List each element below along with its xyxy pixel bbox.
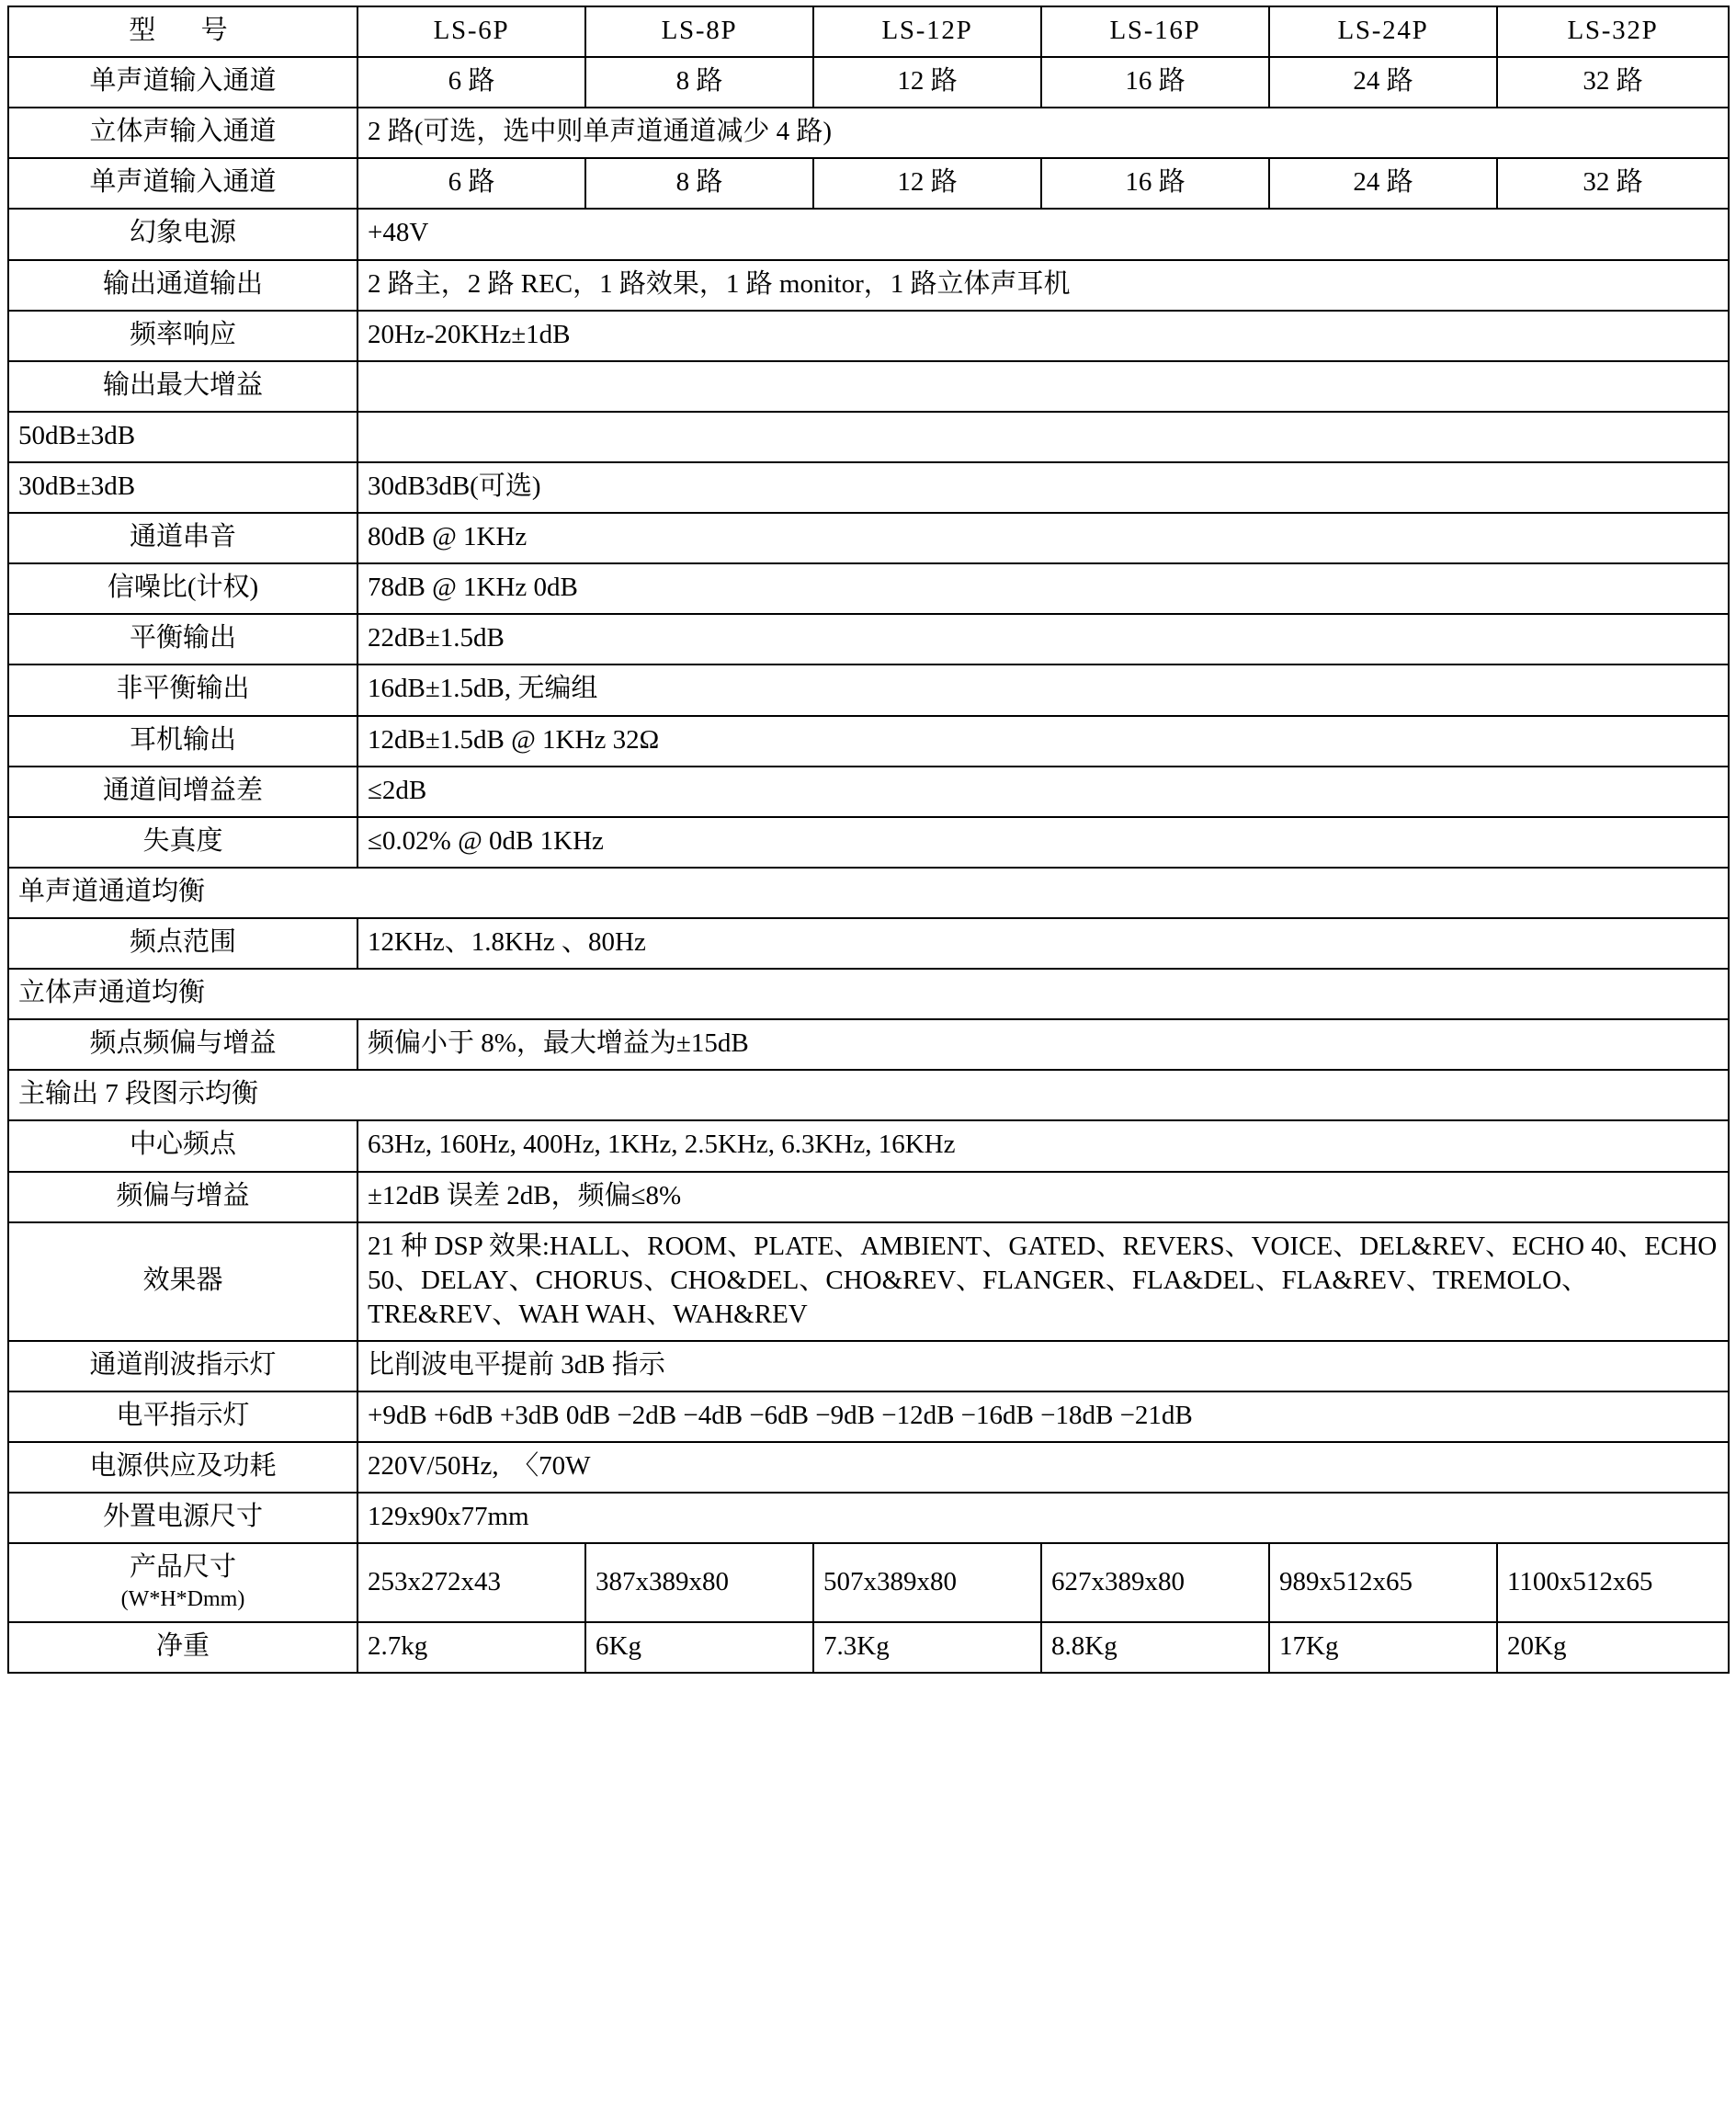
row-label-stereo-input: 立体声输入通道 — [8, 108, 357, 158]
table-row — [8, 614, 1729, 664]
table-row — [8, 108, 1729, 158]
product-dimensions-ls32p: 1100x512x65 — [1497, 1543, 1729, 1622]
table-row — [8, 1172, 1729, 1222]
product-dimensions-ls12p: 507x389x80 — [813, 1543, 1041, 1622]
table-row — [8, 1493, 1729, 1543]
mono-input-2-ls32p: 32 路 — [1497, 158, 1729, 209]
row-label-headphone-output: 耳机输出 — [8, 716, 357, 767]
power-supply-value: 220V/50Hz, 〈70W — [357, 1442, 1729, 1493]
model-ls12p: LS-12P — [813, 6, 1041, 57]
table-row — [8, 817, 1729, 868]
row-label-unbalanced-output: 非平衡输出 — [8, 664, 357, 715]
mono-input-2-ls8p: 8 路 — [585, 158, 813, 209]
table-row — [8, 361, 1729, 412]
product-dimensions-ls24p: 989x512x65 — [1269, 1543, 1497, 1622]
phantom-power-value: +48V — [357, 209, 1729, 259]
mono-input-2-ls24p: 24 路 — [1269, 158, 1497, 209]
table-row — [8, 1622, 1729, 1673]
row-label-mono-input-2: 单声道输入通道 — [8, 158, 357, 209]
frequency-response-value: 20Hz-20KHz±1dB — [357, 311, 1729, 361]
mono-input-2-ls16p: 16 路 — [1041, 158, 1269, 209]
row-label-stereo-eq-deviation: 频点频偏与增益 — [8, 1019, 357, 1070]
mono-input-1-ls8p: 8 路 — [585, 57, 813, 108]
table-row — [8, 868, 1729, 918]
product-dimensions-unit: (W*H*Dmm) — [120, 1586, 245, 1611]
table-row — [8, 1442, 1729, 1493]
section-main-graphic-eq: 主输出 7 段图示均衡 — [8, 1070, 1729, 1120]
table-row — [8, 311, 1729, 361]
model-ls6p: LS-6P — [357, 6, 585, 57]
eq-freq-range-value: 12KHz、1.8KHz 、80Hz — [357, 918, 1729, 969]
distortion-value: ≤0.02% @ 0dB 1KHz — [357, 817, 1729, 868]
mono-input-2-ls6p: 6 路 — [357, 158, 585, 209]
section-mono-eq: 单声道通道均衡 — [8, 868, 1729, 918]
row-label-product-dimensions — [8, 1543, 357, 1622]
row-label-mono-input-1: 单声道输入通道 — [8, 57, 357, 108]
row-label-snr: 信噪比(计权) — [8, 563, 357, 614]
model-ls32p: LS-32P — [1497, 6, 1729, 57]
product-dimensions-ls8p: 387x389x80 — [585, 1543, 813, 1622]
table-row — [8, 57, 1729, 108]
table-row — [8, 513, 1729, 563]
table-row — [8, 1543, 1729, 1622]
effects-value: 21 种 DSP 效果:HALL、ROOM、PLATE、AMBIENT、GATED、REVERS、VOICE、DEL&REV、ECHO 40、ECHO 50、DELAY、CHORUS、CHO&DEL、CHO&REV、FLANGER、FLA&DEL、FLA&REV、TREMOLO、 TRE&REV、WAH WAH、WAH&REV — [357, 1222, 1729, 1341]
net-weight-ls24p: 17Kg — [1269, 1622, 1497, 1673]
table-row — [8, 209, 1729, 259]
row-label-effects: 效果器 — [8, 1222, 357, 1341]
product-dimensions-ls6p: 253x272x43 — [357, 1543, 585, 1622]
row-label-max-output-gain: 输出最大增益 — [8, 361, 357, 412]
table-row — [8, 563, 1729, 614]
mono-input-1-ls24p: 24 路 — [1269, 57, 1497, 108]
row-label-crosstalk: 通道串音 — [8, 513, 357, 563]
table-row — [8, 412, 1729, 462]
net-weight-ls12p: 7.3Kg — [813, 1622, 1041, 1673]
table-row — [8, 260, 1729, 311]
row-label-net-weight: 净重 — [8, 1622, 357, 1673]
table-row — [8, 6, 1729, 57]
table-row — [8, 918, 1729, 969]
row-label-model: 型 号 — [8, 6, 357, 57]
stereo-input-value: 2 路(可选，选中则单声道通道减少 4 路) — [357, 108, 1729, 158]
table-row — [8, 767, 1729, 817]
row-label-eq-freq-range: 频点范围 — [8, 918, 357, 969]
row-label-gain-difference: 通道间增益差 — [8, 767, 357, 817]
row-label-level-indicator: 电平指示灯 — [8, 1391, 357, 1442]
row-label-psu-dimensions: 外置电源尺寸 — [8, 1493, 357, 1543]
product-dimensions-title: 产品尺寸 — [129, 1552, 236, 1583]
gain-50db-value — [357, 412, 1729, 462]
table-row — [8, 158, 1729, 209]
row-label-output-channels: 输出通道输出 — [8, 260, 357, 311]
deviation-gain-value: ±12dB 误差 2dB，频偏≤8% — [357, 1172, 1729, 1222]
table-row — [8, 1391, 1729, 1442]
center-frequencies-value: 63Hz, 160Hz, 400Hz, 1KHz, 2.5KHz, 6.3KHz, 16KHz — [357, 1120, 1729, 1171]
row-label-balanced-output: 平衡输出 — [8, 614, 357, 664]
table-row — [8, 969, 1729, 1019]
snr-value: 78dB @ 1KHz 0dB — [357, 563, 1729, 614]
product-dimensions-ls16p: 627x389x80 — [1041, 1543, 1269, 1622]
net-weight-ls8p: 6Kg — [585, 1622, 813, 1673]
section-stereo-eq: 立体声通道均衡 — [8, 969, 1729, 1019]
table-row — [8, 1019, 1729, 1070]
psu-dimensions-value: 129x90x77mm — [357, 1493, 1729, 1543]
table-row — [8, 664, 1729, 715]
row-label-gain-30db: 30dB±3dB — [8, 462, 357, 513]
net-weight-ls6p: 2.7kg — [357, 1622, 585, 1673]
row-label-phantom-power: 幻象电源 — [8, 209, 357, 259]
mono-input-1-ls6p: 6 路 — [357, 57, 585, 108]
model-ls16p: LS-16P — [1041, 6, 1269, 57]
crosstalk-value: 80dB @ 1KHz — [357, 513, 1729, 563]
mono-input-2-ls12p: 12 路 — [813, 158, 1041, 209]
gain-30db-value: 30dB3dB(可选) — [357, 462, 1729, 513]
row-label-clip-indicator: 通道削波指示灯 — [8, 1341, 357, 1391]
mono-input-1-ls16p: 16 路 — [1041, 57, 1269, 108]
model-ls24p: LS-24P — [1269, 6, 1497, 57]
net-weight-ls16p: 8.8Kg — [1041, 1622, 1269, 1673]
row-label-deviation-gain: 频偏与增益 — [8, 1172, 357, 1222]
unbalanced-output-value: 16dB±1.5dB, 无编组 — [357, 664, 1729, 715]
headphone-output-value: 12dB±1.5dB @ 1KHz 32Ω — [357, 716, 1729, 767]
clip-indicator-value: 比削波电平提前 3dB 指示 — [357, 1341, 1729, 1391]
row-label-power-supply: 电源供应及功耗 — [8, 1442, 357, 1493]
table-row — [8, 1120, 1729, 1171]
level-indicator-value: +9dB +6dB +3dB 0dB −2dB −4dB −6dB −9dB −12dB −16dB −18dB −21dB — [357, 1391, 1729, 1442]
balanced-output-value: 22dB±1.5dB — [357, 614, 1729, 664]
row-label-gain-50db: 50dB±3dB — [8, 412, 357, 462]
table-row — [8, 1341, 1729, 1391]
table-row — [8, 1222, 1729, 1341]
table-row — [8, 716, 1729, 767]
model-ls8p: LS-8P — [585, 6, 813, 57]
row-label-center-frequencies: 中心频点 — [8, 1120, 357, 1171]
mono-input-1-ls12p: 12 路 — [813, 57, 1041, 108]
stereo-eq-deviation-value: 频偏小于 8%，最大增益为±15dB — [357, 1019, 1729, 1070]
gain-difference-value: ≤2dB — [357, 767, 1729, 817]
specification-table — [7, 6, 1730, 1674]
max-output-gain-value — [357, 361, 1729, 412]
mono-input-1-ls32p: 32 路 — [1497, 57, 1729, 108]
output-channels-value: 2 路主，2 路 REC，1 路效果，1 路 monitor，1 路立体声耳机 — [357, 260, 1729, 311]
table-row — [8, 462, 1729, 513]
table-row — [8, 1070, 1729, 1120]
net-weight-ls32p: 20Kg — [1497, 1622, 1729, 1673]
row-label-frequency-response: 频率响应 — [8, 311, 357, 361]
row-label-distortion: 失真度 — [8, 817, 357, 868]
